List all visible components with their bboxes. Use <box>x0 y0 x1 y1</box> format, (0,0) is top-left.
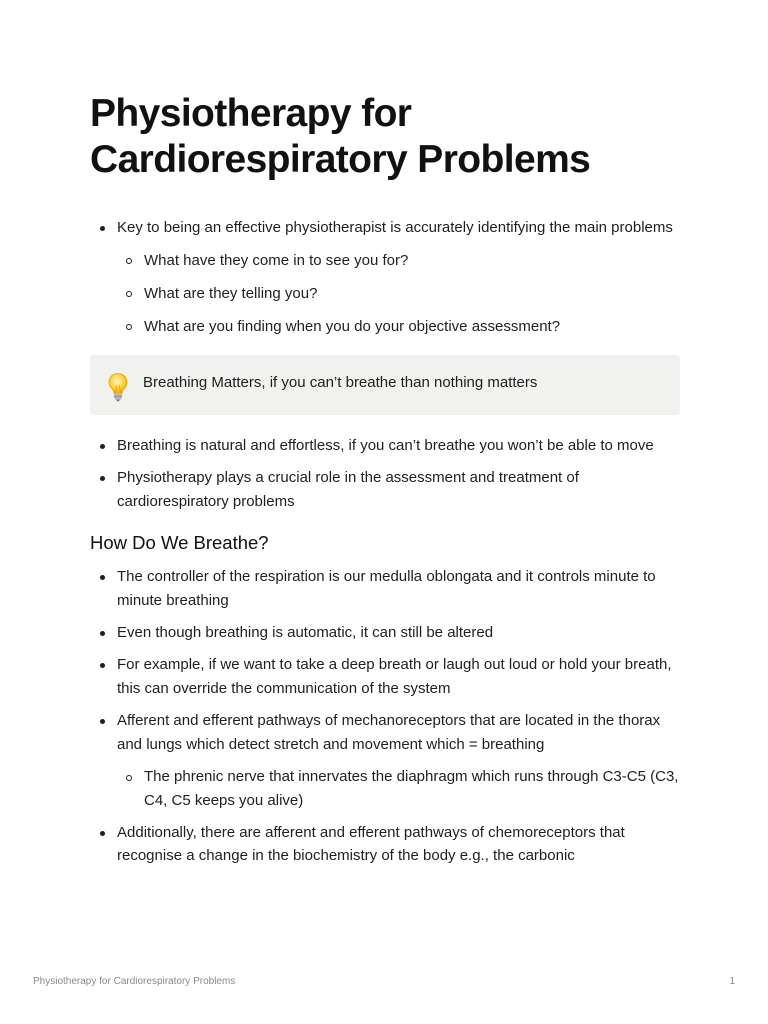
section-heading: How Do We Breathe? <box>90 532 269 553</box>
hollow-bullet-icon <box>126 291 132 297</box>
callout-box <box>90 355 680 415</box>
hollow-bullet-icon <box>126 258 132 264</box>
list-item-text: Afferent and efferent pathways of mechanoreceptors that are located in the thorax and lungs which detect stretch and movement which = breathing <box>117 712 661 753</box>
lightbulb-icon <box>107 372 129 402</box>
list-item <box>90 565 680 612</box>
sub-list-item <box>117 249 680 273</box>
list-item-text: Additionally, there are afferent and efferent pathways of chemoreceptors that recognise a change in the biochemistry of the body e.g., the carbonic <box>117 823 625 864</box>
list-item-text: Physiotherapy plays a crucial role in the assessment and treatment of cardiorespiratory problems <box>117 469 579 510</box>
hollow-bullet-icon <box>126 324 132 330</box>
sub-list <box>117 249 680 339</box>
bullet-icon <box>100 831 105 836</box>
page-title <box>90 91 680 183</box>
document-page <box>90 91 680 868</box>
bullet-icon <box>100 444 105 449</box>
callout-text: Breathing Matters, if you can’t breathe than nothing matters <box>143 374 538 391</box>
list-item <box>90 621 680 645</box>
list-item <box>90 709 680 812</box>
intro-list <box>90 216 680 338</box>
list-item-text: Even though breathing is automatic, it can still be altered <box>117 623 494 641</box>
bullet-icon <box>100 575 105 580</box>
page-number: 1 <box>729 976 735 987</box>
list-item <box>90 653 680 700</box>
bullet-icon <box>100 631 105 636</box>
list-item <box>90 466 680 513</box>
breathing-list <box>90 565 680 868</box>
sub-list-item <box>117 315 680 339</box>
list-item-text: Key to being an effective physiotherapist is accurately identifying the main problems <box>117 219 673 236</box>
bullet-icon <box>100 476 105 481</box>
list-item-text: The controller of the respiration is our medulla oblongata and it controls minute to minute breathing <box>117 568 656 609</box>
sub-list-item-text: The phrenic nerve that innervates the diaphragm which runs through C3-C5 (C3, C4, C5 keeps you alive) <box>144 768 679 809</box>
key-points-list <box>90 434 680 513</box>
sub-list-item <box>117 282 680 306</box>
list-item-text: For example, if we want to take a deep breath or laugh out loud or hold your breath, this can override the communication of the system <box>117 656 672 697</box>
bullet-icon <box>100 719 105 724</box>
list-item-text: Breathing is natural and effortless, if you can’t breathe you won’t be able to move <box>117 437 654 454</box>
page-title-line-1: Physiotherapy for <box>90 92 412 135</box>
bullet-icon <box>100 663 105 668</box>
sub-list-item-text: What are you finding when you do your objective assessment? <box>144 317 561 335</box>
list-item <box>90 434 680 458</box>
list-item <box>90 216 680 338</box>
footer-title: Physiotherapy for Cardiorespiratory Problems <box>33 976 236 987</box>
bullet-icon <box>100 226 105 231</box>
sub-list-item-text: What have they come in to see you for? <box>144 251 409 269</box>
sub-list-item-text: What are they telling you? <box>144 284 318 302</box>
page-title-line-2: Cardiorespiratory Problems <box>90 138 591 181</box>
sub-list <box>117 765 680 812</box>
list-item <box>90 821 680 868</box>
sub-list-item <box>117 765 680 812</box>
hollow-bullet-icon <box>126 775 132 781</box>
